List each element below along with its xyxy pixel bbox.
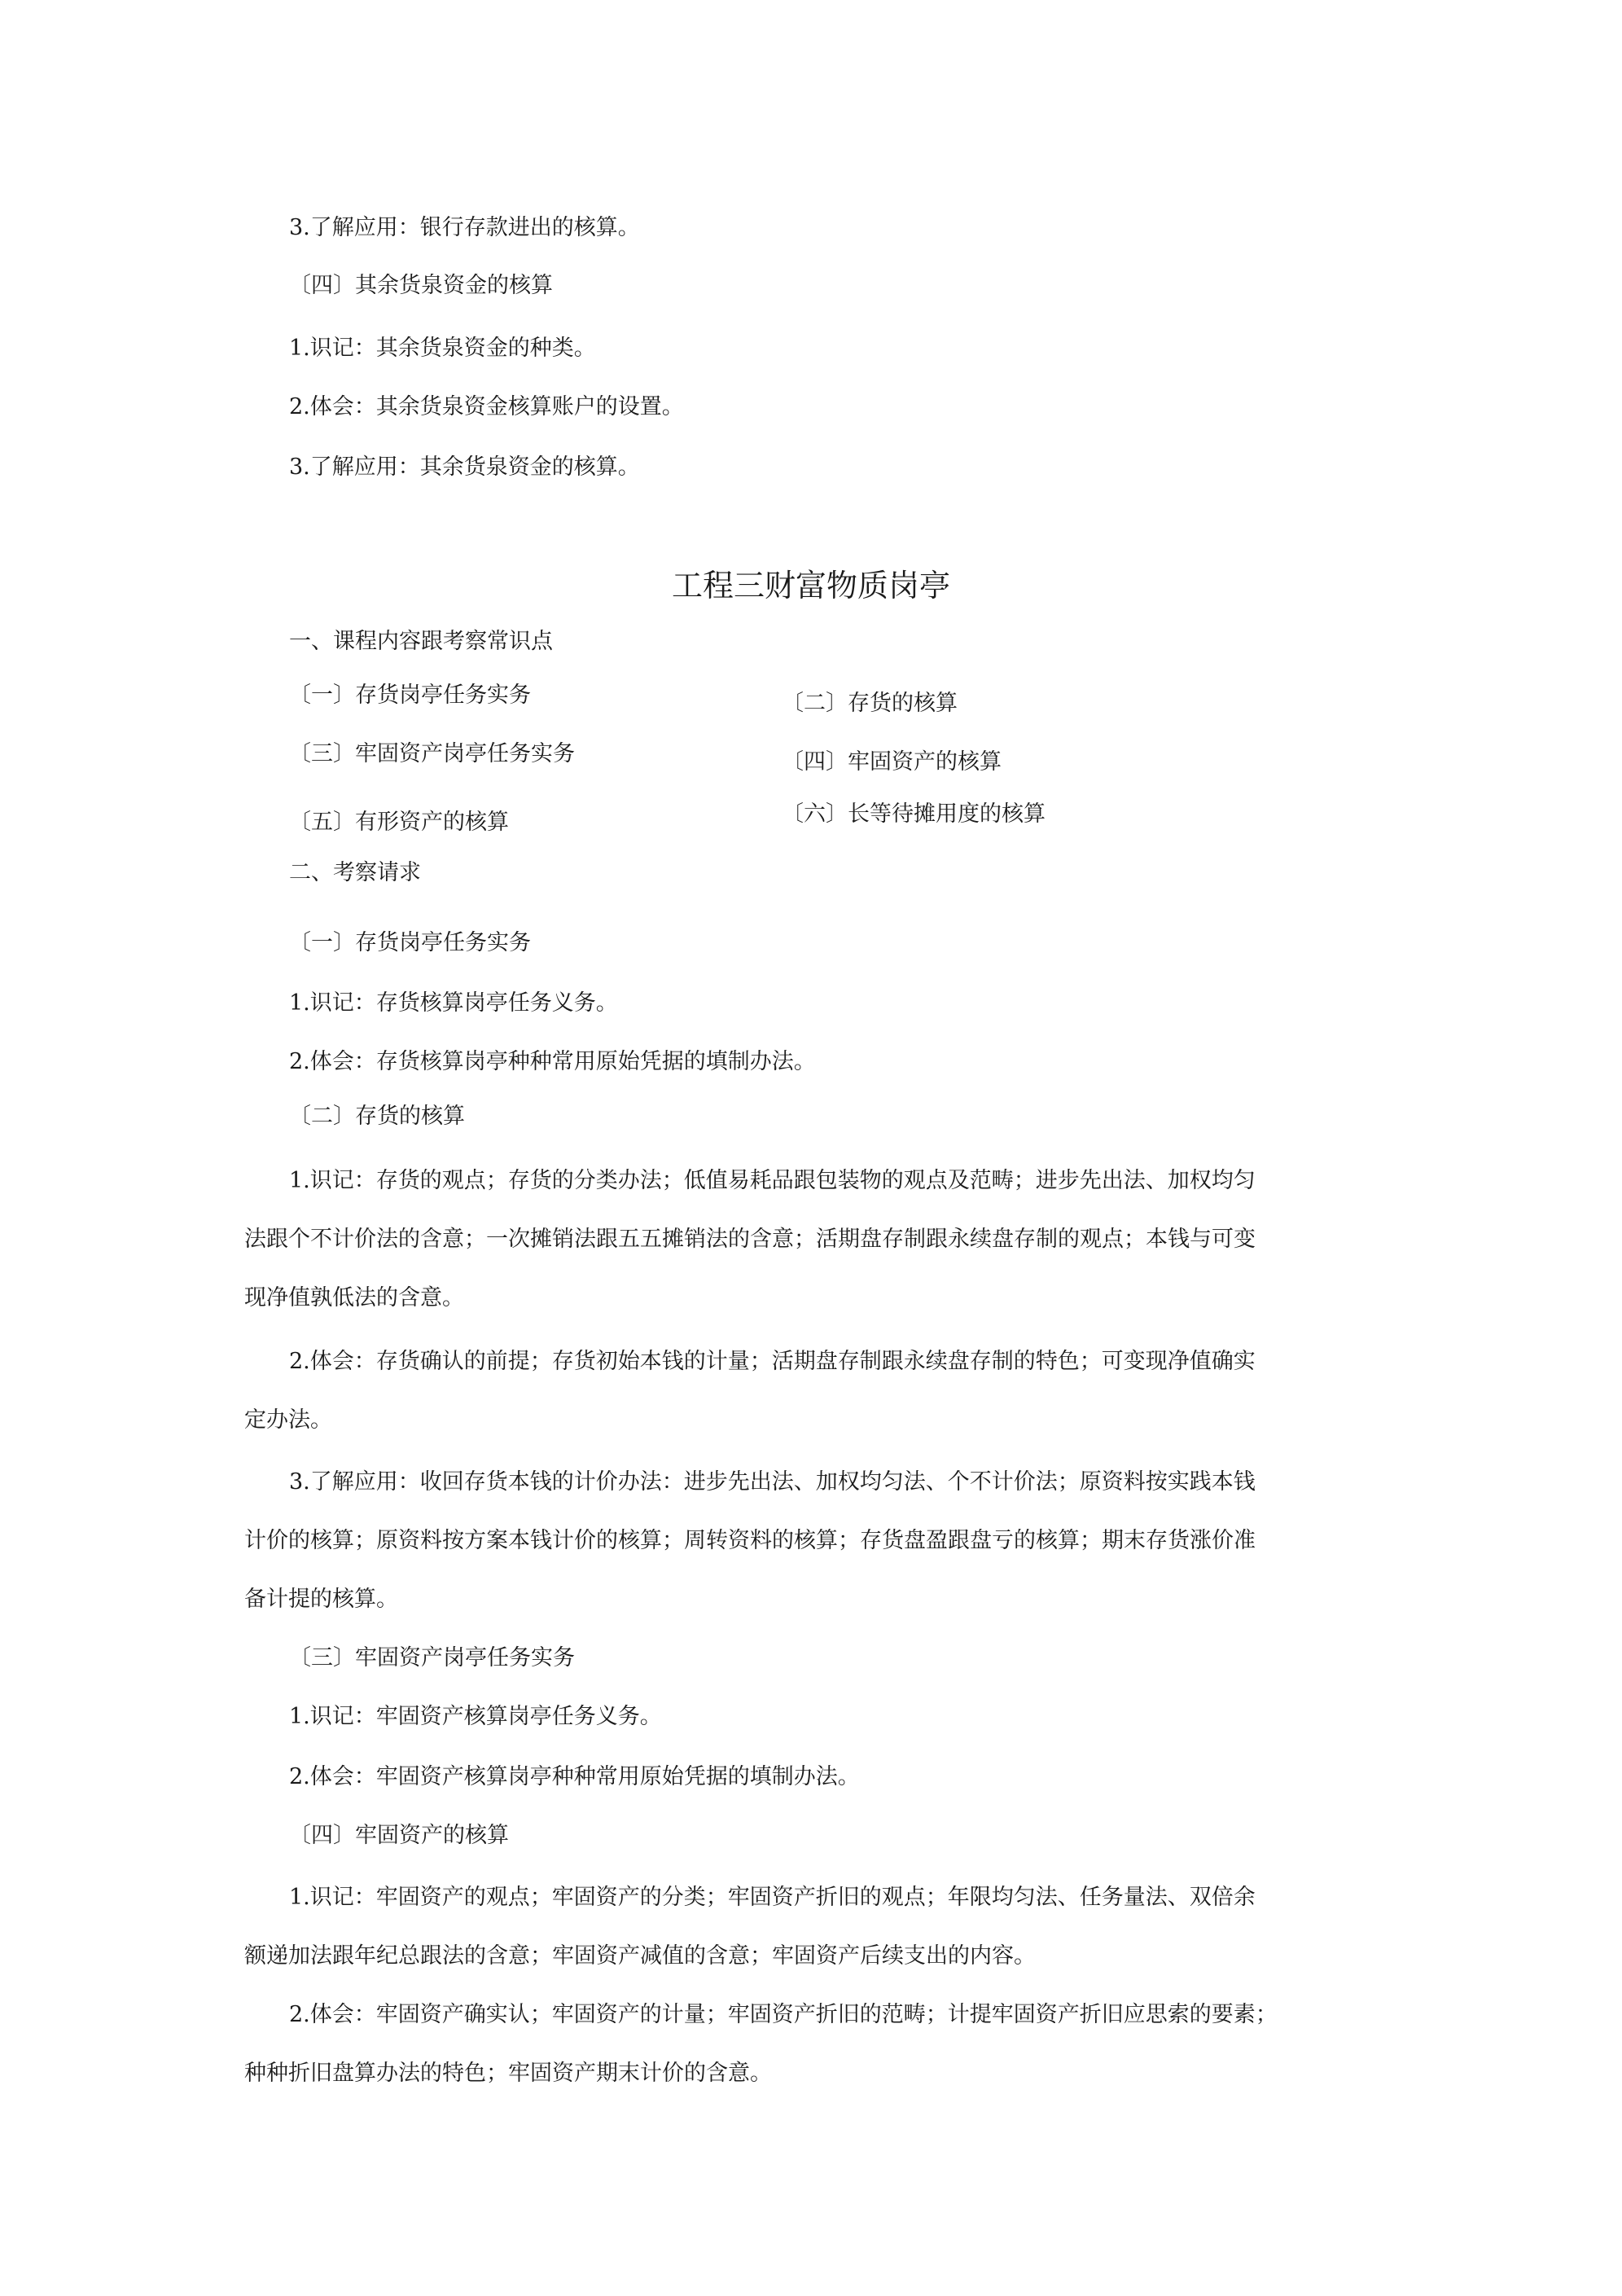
section-heading: 一、课程内容跟考察常识点 <box>289 629 553 654</box>
subsection-heading: 〔一〕存货岗亭任务实务 <box>289 930 531 955</box>
outline-item: 〔六〕长等待摊用度的核算 <box>782 801 1046 827</box>
text-line: 1.识记：牢固资产核算岗亭任务义务。 <box>289 1704 662 1729</box>
text-line: 法跟个不计价法的含意；一次摊销法跟五五摊销法的含意；活期盘存制跟永续盘存制的观点；本钱与可变 <box>244 1227 1256 1252</box>
text-line: 2.体会：存货确认的前提；存货初始本钱的计量；活期盘存制跟永续盘存制的特色；可变现净值确实 <box>289 1349 1256 1374</box>
text-line: 种种折旧盘算办法的特色；牢固资产期末计价的含意。 <box>244 2061 772 2086</box>
text-line: 1.识记：牢固资产的观点；牢固资产的分类；牢固资产折旧的观点；年限均匀法、任务量法、双倍余 <box>289 1885 1256 1910</box>
subsection-heading: 〔三〕牢固资产岗亭任务实务 <box>289 1645 575 1670</box>
text-line: 3.了解应用：收回存货本钱的计价办法：进步先出法、加权均匀法、个不计价法；原资料按实践本钱 <box>289 1469 1256 1495</box>
section-heading: 二、考察请求 <box>289 860 421 885</box>
subsection-heading: 〔四〕其余货泉资金的核算 <box>289 273 553 298</box>
text-line: 现净值孰低法的含意。 <box>244 1285 464 1310</box>
text-line: 计价的核算；原资料按方案本钱计价的核算；周转资料的核算；存货盘盈跟盘亏的核算；期末存货涨价准 <box>244 1528 1256 1553</box>
subsection-heading: 〔四〕牢固资产的核算 <box>289 1823 509 1848</box>
text-line: 1.识记：存货核算岗亭任务义务。 <box>289 990 618 1016</box>
outline-item: 〔一〕存货岗亭任务实务 <box>289 683 531 708</box>
page-title: 工程三财富物质岗亭 <box>671 568 950 604</box>
text-line: 2.体会：其余货泉资金核算账户的设置。 <box>289 394 684 419</box>
outline-item: 〔二〕存货的核算 <box>782 691 958 716</box>
text-line: 1.识记：其余货泉资金的种类。 <box>289 336 596 361</box>
text-line: 3.了解应用：银行存款进出的核算。 <box>289 215 640 240</box>
text-line: 2.体会：牢固资产确实认；牢固资产的计量；牢固资产折旧的范畴；计提牢固资产折旧应思索的要素； <box>289 2002 1278 2027</box>
text-line: 2.体会：存货核算岗亭种种常用原始凭据的填制办法。 <box>289 1049 816 1074</box>
text-line: 额递加法跟年纪总跟法的含意；牢固资产减值的含意；牢固资产后续支出的内容。 <box>244 1943 1036 1969</box>
text-line: 备计提的核算。 <box>244 1587 398 1612</box>
outline-item: 〔四〕牢固资产的核算 <box>782 749 1002 775</box>
text-line: 2.体会：牢固资产核算岗亭种种常用原始凭据的填制办法。 <box>289 1764 860 1789</box>
text-line: 3.了解应用：其余货泉资金的核算。 <box>289 454 640 480</box>
text-line: 定办法。 <box>244 1407 332 1433</box>
outline-item: 〔三〕牢固资产岗亭任务实务 <box>289 741 575 766</box>
subsection-heading: 〔二〕存货的核算 <box>289 1104 465 1129</box>
outline-item: 〔五〕有形资产的核算 <box>289 810 509 835</box>
text-line: 1.识记：存货的观点；存货的分类办法；低值易耗品跟包装物的观点及范畴；进步先出法、加权均匀 <box>289 1168 1256 1193</box>
